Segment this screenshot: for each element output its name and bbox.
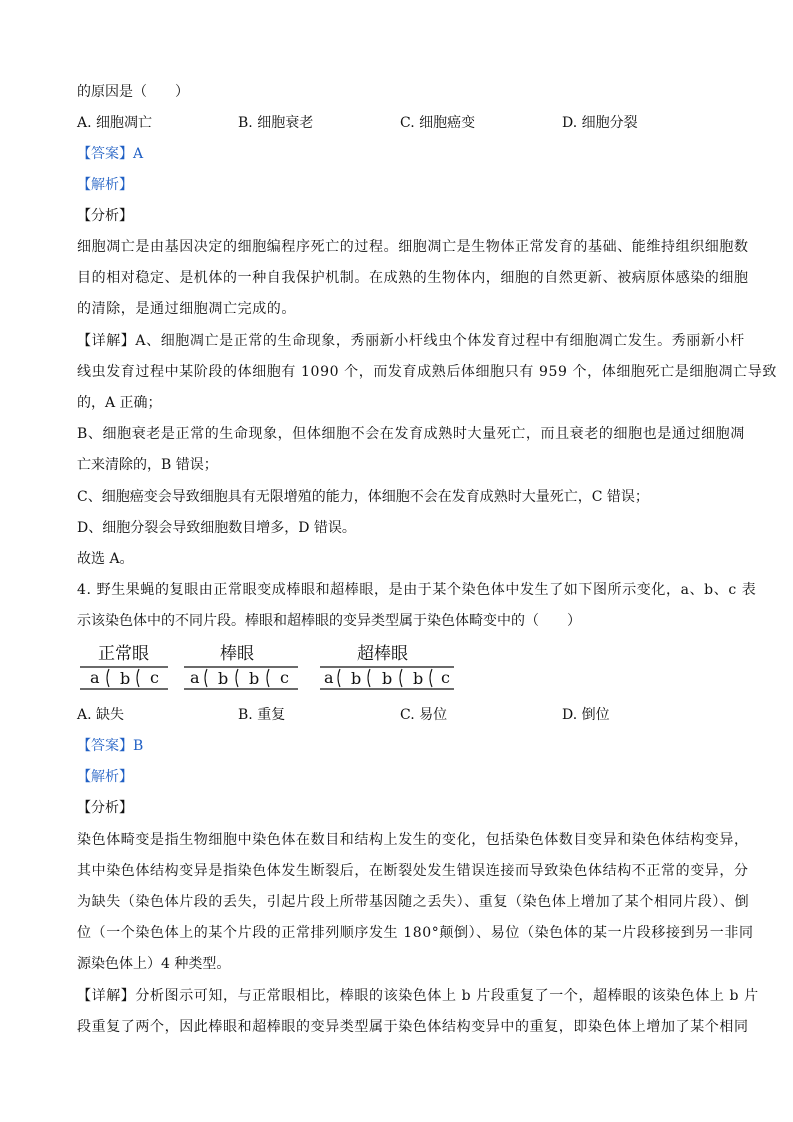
q3-option-c: C. 细胞癌变	[400, 115, 476, 131]
q4-stem-line: 4. 野生果蝇的复眼由正常眼变成棒眼和超棒眼，是由于某个染色体中发生了如下图所示变化，a、b、c 表	[77, 582, 757, 598]
segment-b: b	[351, 669, 362, 688]
q4-option-c: C. 易位	[400, 707, 448, 723]
q4-detail-line: 段重复了两个，因此棒眼和超棒眼的变异类型属于染色体结构变异中的重复，即染色体上增加了某个相同	[77, 1019, 749, 1035]
q3-option-a: A. 细胞凋亡	[77, 115, 153, 131]
q3-stem-tail: 的原因是（ ）	[77, 84, 189, 100]
q4-fenxi-line: 位（一个染色体上的某个片段的正常排列顺序发生 180°颠倒）、易位（染色体的某一片段移接到另一非同	[77, 925, 754, 941]
q3-detail-line: 【详解】A、细胞凋亡是正常的生命现象，秀丽新小杆线虫个体发育过程中有细胞凋亡发生。秀丽新小杆	[77, 333, 745, 349]
q3-fenxi-line: 的清除，是通过细胞凋亡完成的。	[77, 301, 296, 317]
q3-detail-line: 的，A 正确；	[77, 395, 162, 411]
segment-a: a	[90, 668, 100, 687]
segment-b: b	[218, 669, 229, 688]
segment-c: c	[280, 668, 289, 687]
segment-b: b	[120, 669, 131, 688]
q3-detail-line: 线虫发育过程中某阶段的体细胞有 1090 个，而发育成熟后体细胞只有 959 个，体细胞死亡是细胞凋亡导致	[77, 364, 777, 380]
q3-detail-line: 亡来清除的，B 错误；	[77, 457, 218, 473]
segment-b: b	[382, 669, 393, 688]
q3-conclusion: 故选 A。	[77, 551, 134, 567]
q3-detail-line: B、细胞衰老是正常的生命现象，但体细胞不会在发育成熟时大量死亡，而且衰老的细胞也是通过细胞凋	[77, 426, 745, 442]
diagram-label-bar: 棒眼	[220, 644, 254, 664]
q4-analysis-heading: 【解析】	[77, 769, 133, 785]
q4-detail-line: 【详解】分析图示可知，与正常眼相比，棒眼的该染色体上 b 片段重复了一个，超棒眼的该染色体上 b 片	[77, 988, 759, 1004]
diagram-label-normal: 正常眼	[98, 644, 149, 664]
segment-b: b	[249, 669, 260, 688]
q3-option-b: B. 细胞衰老	[238, 115, 314, 131]
segment-a: a	[190, 668, 200, 687]
q4-fenxi-line: 为缺失（染色体片段的丢失，引起片段上所带基因随之丢失）、重复（染色体上增加了某个相同片段）、倒	[77, 894, 750, 910]
q4-option-a: A. 缺失	[77, 707, 125, 723]
q4-answer: 【答案】B	[77, 738, 144, 754]
q3-fenxi-heading: 【分析】	[77, 208, 133, 224]
q4-stem-line: 示该染色体中的不同片段。棒眼和超棒眼的变异类型属于染色体畸变中的（ ）	[77, 613, 581, 629]
segment-c: c	[441, 668, 450, 687]
q3-detail-line: C、细胞癌变会导致细胞具有无限增殖的能力，体细胞不会在发育成熟时大量死亡，C 错误；	[77, 489, 649, 505]
q3-option-d: D. 细胞分裂	[562, 115, 638, 131]
segment-b: b	[413, 669, 424, 688]
q4-fenxi-line: 其中染色体结构变异是指染色体发生断裂后，在断裂处发生错误连接而导致染色体结构不正常的变异，分	[77, 863, 749, 879]
q4-option-d: D. 倒位	[562, 707, 610, 723]
q3-detail-line: D、细胞分裂会导致细胞数目增多，D 错误。	[77, 520, 356, 536]
q3-fenxi-line: 细胞凋亡是由基因决定的细胞编程序死亡的过程。细胞凋亡是生物体正常发育的基础、能维持组织细胞数	[77, 239, 749, 255]
q4-fenxi-line: 染色体畸变是指生物细胞中染色体在数目和结构上发生的变化，包括染色体数目变异和染色体结构变异，	[77, 832, 749, 848]
q4-option-b: B. 重复	[238, 707, 286, 723]
q3-analysis-heading: 【解析】	[77, 177, 133, 193]
q4-fenxi-heading: 【分析】	[77, 800, 133, 816]
q3-answer: 【答案】A	[77, 146, 144, 162]
q3-fenxi-line: 目的相对稳定、是机体的一种自我保护机制。在成熟的生物体内，细胞的自然更新、被病原体感染的细胞	[77, 270, 749, 286]
q4-fenxi-line: 源染色体上）4 种类型。	[77, 956, 231, 972]
chromosome-diagram	[80, 640, 480, 696]
segment-a: a	[324, 668, 334, 687]
diagram-label-ultrabar: 超棒眼	[357, 644, 408, 664]
segment-c: c	[150, 668, 159, 687]
